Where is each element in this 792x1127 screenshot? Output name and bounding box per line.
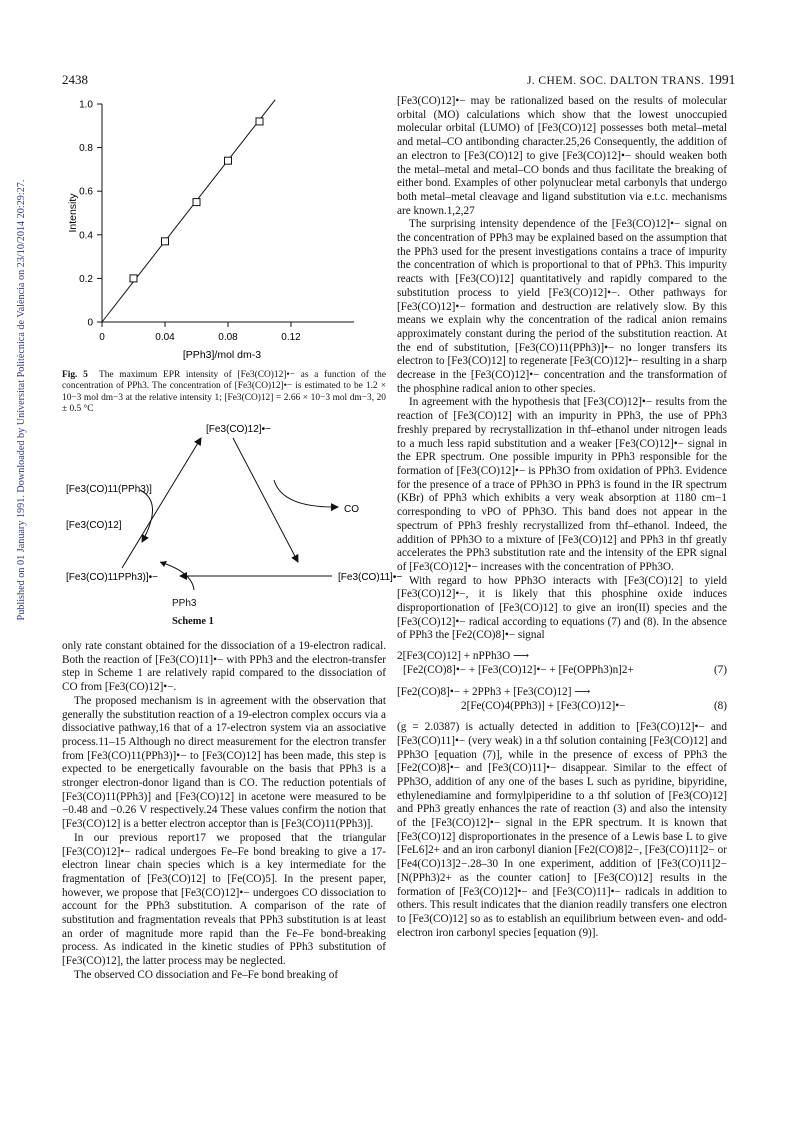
y-tick-label: 0.2: [79, 273, 93, 285]
journal-name: J. CHEM. SOC. DALTON TRANS.: [527, 75, 705, 87]
y-tick-label: 0.8: [79, 143, 93, 155]
equation-7: [397, 649, 727, 677]
scheme-arrow-right: [233, 438, 298, 562]
x-tick-label: 0: [99, 332, 105, 343]
data-point: [162, 238, 169, 245]
left-paragraph-2: The proposed mechanism is in agreement with the observation that generally the substitution reaction of a 19-electron complex occurs via a dissociative pathway,16 that of a 17-electron system via an associative process.11–15 Although no direct measurement for the electron transfer from [Fe3(CO)11(PPh3)]•− to [Fe3(CO)12] has been made, this step is expected to be energetically favourable on the basis that PPh3 is a stronger electron-donor ligand than is CO. The reduction potentials of [Fe3(CO)11(PPh3)] and [Fe3(CO)12] in acetone were measured to be −0.48 and −0.26 V respectively.24 These values confirm the notion that [Fe3(CO)12] is a better electron acceptor than is [Fe3(CO)11(PPh3)].: [62, 694, 386, 831]
left-paragraph-4: The observed CO dissociation and Fe–Fe bond breaking of: [74, 968, 339, 981]
scheme-bottom-right-species: [Fe3(CO)11]•−: [338, 572, 403, 583]
figure-label: Fig. 5: [62, 370, 88, 380]
scheme-pph3-text: PPh3: [172, 598, 197, 609]
data-point: [193, 199, 200, 206]
scheme-co-label: CO: [344, 504, 359, 515]
journal-year: 1991: [708, 72, 736, 87]
scheme-title: Scheme 1: [172, 616, 214, 627]
right-paragraph-5: (g = 2.0387) is actually detected in addition to [Fe3(CO)12]•− and [Fe3(CO)11]•− (very weak) in a thf solution containing [Fe3(CO)12] and PPh3O [equation (7)], while in the presence of excess of PPh3 the [Fe2(CO)8]•− and [Fe3(CO)11]•− disappear. Similar to the effect of PPh3O, addition of any one of the bases L such as pyridine, bipyridine, ethylenediamine and formylpiperidine to a thf solution of [Fe3(CO)12] and PPh3 greatly enhances the rate of reaction (3) and also the intensity of the [Fe3(CO)12]•− signal in the EPR spectrum. It is known that [Fe3(CO)12] disproportionates in the presence of a Lewis base L to give [FeL6]2+ and an iron carbonyl dianion [Fe2(CO)8]2−, [Fe3(CO)11]2− or [Fe4(CO)13]2−.28–30 In one experiment, addition of [Fe3(CO)11]2− [N(PPh3)2+ as the counter cation] to [Fe3(CO)12] results in the formation of [Fe3(CO)12]•− and [Fe3(CO)11]•− radicals in addition to others. This result indicates that the dianion readily transfers one electron to [Fe3(CO)12] so as to establish an equilibrium between even- and odd-electron iron carbonyl species [equation (9)].: [397, 721, 727, 939]
page-number: 2438: [62, 72, 88, 87]
x-tick-label: 0.12: [281, 332, 301, 343]
left-column: [62, 640, 386, 983]
right-paragraph-3: In agreement with the hypothesis that [Fe3(CO)12]•− results from the reaction of [Fe3(CO)12] with an impurity in PPh3, the use of PPh3 freshly prepared by recrystallization in thf–ethanol under nitrogen leads to a much less rapid substitution and a weaker [Fe3(CO)12]•− signal in the EPR spectrum. One possible impurity in PPh3 responsible for the formation of [Fe3(CO)12]•− is PPh3O from oxidation of PPh3. Evidence for the presence of a trace of PPh3O in PPh3 is found in the IR spectrum (KBr) of PPh3 which exhibits a very weak absorption at 1180 cm−1 corresponding to νPO of PPh3O. This band does not appear in the spectrum of PPh3 freshly recrystallized from thf–ethanol. Indeed, the addition of PPh3O to a mixture of [Fe3(CO)12] and PPh3 in thf greatly accelerates the PPh3 substitution rate and the intensity of the EPR signal of [Fe3(CO)12]•− increases with the concentration of PPh3O.: [397, 396, 727, 573]
scheme-pph3-label: [162, 598, 197, 609]
y-tick-label: 0.4: [79, 230, 93, 242]
scheme-electron-transfer-arrow: [140, 490, 153, 542]
scheme-co-release-arrow: [274, 480, 338, 507]
journal-header: [527, 72, 735, 88]
eq8-number: (8): [713, 700, 727, 713]
fit-line: [102, 100, 275, 322]
figure-caption-text: The maximum EPR intensity of [Fe3(CO)12]•− as a function of the concentration of PPh3. The concentration of [Fe3(CO)12]•− is estimated to be 1.2 × 10−3 mol dm−3 at the relative intensity 1; [Fe3(CO)12] = 2.66 × 10−3 mol dm−3, 20 ± 0.5 °C: [62, 370, 386, 415]
x-tick-label: 0.08: [218, 332, 238, 343]
right-paragraph-2: The surprising intensity dependence of the [Fe3(CO)12]•− signal on the concentration of PPh3 may be explained based on the assumption that the PPh3 used for the present investigations contains a trace of impurity the concentration of which is proportional to that of PPh3. This impurity reacts with [Fe3(CO)12] quantitatively and rapidly compared to the substitution process to yield [Fe3(CO)12]•−. Other pathways for [Fe3(CO)12]•− formation and destruction are relatively slow. By this means we explain why the concentration of the radical anion remains approximately constant during the period of the substitution reaction. At the end of substitution, [Fe3(CO)11(PPh3)]•− no longer transfers its electron to [Fe3(CO)12] to regenerate [Fe3(CO)12]•− resulting in a sharp decrease in the [Fe3(CO)12]•− concentration and the transformation of the phosphine radical anion to other species.: [397, 218, 727, 395]
x-tick-label: 0.04: [155, 332, 175, 343]
scheme-pph3-arrow: [158, 558, 198, 592]
eq8-body: 2[Fe(CO)4(PPh3)] + [Fe3(CO)12]•−: [461, 700, 626, 713]
eq7-line-1: 2[Fe3(CO)12] + nPPh3O ⟶: [397, 650, 530, 663]
scheme-bottom-left-species: [Fe3(CO)11PPh3)]•−: [66, 572, 158, 583]
y-axis-label: Intensity: [67, 193, 79, 233]
y-tick-label: 0: [87, 317, 93, 329]
right-paragraph-1: [Fe3(CO)12]•− may be rationalized based on the results of molecular orbital (MO) calculations which show that the lowest unoccupied molecular orbital (LUMO) of [Fe3(CO)12] possesses both metal–metal and metal–CO antibonding character.25,26 Consequently, the addition of an electron to [Fe3(CO)12] to give [Fe3(CO)12]•− should weaken both the metal–metal and metal–CO bonds and thus facilitate the breaking of either bond. Examples of other polynuclear metal carbonyls that undergo both metal–metal cleavage and ligand substitution via e.t.c. mechanisms are known.1,2,27: [397, 95, 727, 217]
y-tick-label: 1.0: [79, 99, 93, 111]
scheme-1: [62, 420, 403, 598]
equation-8: [397, 685, 727, 713]
eq8-line-2: [397, 699, 727, 713]
eq8-line-1: [Fe2(CO)8]•− + 2PPh3 + [Fe3(CO)12] ⟶: [397, 686, 591, 699]
scheme-left-middle-species: [Fe3(CO)12]: [66, 520, 122, 531]
scheme-arrow-left: [122, 438, 201, 568]
left-paragraph-1: only rate constant obtained for the dissociation of a 19-electron radical. Both the reaction of [Fe3(CO)11]•− with PPh3 and the electron-transfer step in Scheme 1 are relatively rapid compared to the dissociation of CO from [Fe3(CO)12]•−.: [62, 640, 386, 694]
x-axis-label: [PPh3]/mol dm-3: [182, 349, 262, 361]
scheme-top-species: [Fe3(CO)12]•−: [206, 424, 271, 435]
download-watermark: Published on 01 January 1991. Downloaded by Universitat Politècnica de València on 23/10/2014 20:29:27.: [16, 179, 27, 621]
eq7-line-2: [397, 663, 727, 677]
fig5-chart: [62, 92, 386, 364]
right-column: [397, 95, 727, 940]
eq7-body: [Fe2(CO)8]•− + [Fe3(CO)12]•− + [Fe(OPPh3)n]2+: [403, 664, 634, 677]
figure-caption: [62, 370, 386, 416]
left-paragraph-3: In our previous report17 we proposed that the triangular [Fe3(CO)12]•− radical undergoes Fe–Fe bond breaking to give a 17-electron linear chain species which is a key intermediate for the fragmentation of [Fe3(CO)12] to [Fe(CO)5]. In the present paper, however, we propose that [Fe3(CO)12]•− undergoes CO dissociation to account for the PPh3 substitution. A comparison of the rate of substitution and fragmentation reveals that PPh3 substitution is at least an order of magnitude more rapid than the Fe–Fe bond-breaking process. As indicated in the kinetic studies of PPh3 substitution of [Fe3(CO)12], the latter process may be neglected.: [62, 831, 386, 968]
data-point: [256, 118, 263, 125]
scheme-left-upper-species: [Fe3(CO)11(PPh3)]: [66, 484, 152, 495]
eq7-number: (7): [713, 664, 727, 677]
y-tick-label: 0.6: [79, 186, 93, 198]
data-point: [130, 275, 137, 282]
data-point: [225, 157, 232, 164]
right-paragraph-4: With regard to how PPh3O interacts with [Fe3(CO)12] to yield [Fe3(CO)12]•−, it is likely that this phosphine oxide induces disproportionation of [Fe3(CO)12] to give an iron(II) species and the [Fe3(CO)12]•− radical according to equations (7) and (8). In the absence of PPh3 the [Fe2(CO)8]•− signal: [397, 574, 727, 642]
